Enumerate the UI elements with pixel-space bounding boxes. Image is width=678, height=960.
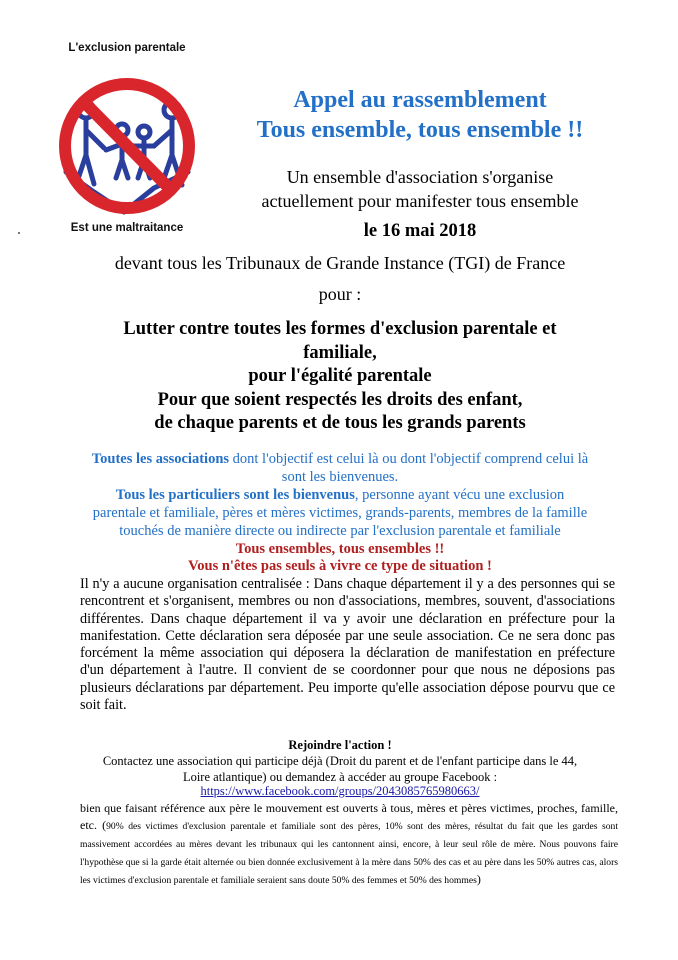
facebook-group-link[interactable]: https://www.facebook.com/groups/2043085765980663/ [200, 784, 480, 798]
goals-list [80, 318, 600, 436]
associations-line-2: sont les bienvenues. [281, 469, 399, 485]
slogan-line-1: Tous ensembles, tous ensembles !! [235, 541, 445, 557]
goal-line: familiale, [303, 342, 377, 363]
particuliers-lead: Tous les particuliers sont les bienvenus [115, 487, 355, 503]
join-text [90, 754, 590, 785]
particuliers-line-1 [50, 486, 630, 504]
join-title: Rejoindre l'action ! [288, 738, 392, 752]
final-paragraph [80, 800, 618, 889]
event-date: le 16 mai 2018 [363, 221, 477, 241]
goal-line: Lutter contre toutes les formes d'exclusion parentale et [123, 319, 557, 339]
pour-label: pour : [318, 284, 362, 304]
final-close: ) [476, 872, 481, 886]
particuliers-line-2: parentale et familiale, pères et mères victimes, grands-parents, membres de la famille [92, 505, 588, 521]
headline-line-2: Tous ensemble, tous ensemble !! [256, 117, 584, 143]
event-location: devant tous les Tribunaux de Grande Instance (TGI) de France [114, 253, 566, 273]
logo [52, 42, 202, 242]
particuliers-rest-1: , personne ayant vécu une exclusion [354, 487, 565, 503]
join-text-line-1: Contactez une association qui participe déjà (Droit du parent et de l'enfant participe dans le 44, [102, 754, 578, 768]
logo-bottom-text: Est une maltraitance [70, 222, 184, 234]
slogan-line-2: Vous n'êtes pas seuls à vivre ce type de situation ! [188, 558, 492, 574]
no-symbol-family-icon [54, 60, 200, 220]
associations-lead: Toutes les associations [91, 451, 230, 467]
goal-line: Pour que soient respectés les droits des enfant, [157, 389, 523, 410]
associations-line-1 [50, 450, 630, 468]
logo-top-text: L'exclusion parentale [68, 42, 186, 54]
final-note: 90% des victimes d'exclusion parentale et familiale sont des pères, 10% sont des mères, résultat du fait que les gardes sont massivement accordées au mères devant les tribunaux qui les cantonnent ainsi, encore, à leur seul rôle de mère. Nous pouvons faire l'hypothèse que si la garde était alternée ou bien donnée exclusivement à la mère dans 50% des cas et au père dans les 50% autres cas, alors les victimes d'exclusion parentale et familiale seraient sans doute 50% des femmes et 50% des hommes [80, 821, 619, 886]
intro-line-2: actuellement pour manifester tous ensemble [261, 191, 579, 211]
intro-line-1: Un ensemble d'association s'organise [286, 167, 554, 187]
stray-dot [18, 232, 20, 234]
particuliers-line-3: touchés de manière directe ou indirecte par l'exclusion parentale et familiale [119, 523, 561, 539]
goal-line: de chaque parents et de tous les grands parents [154, 413, 526, 433]
associations-rest-1: dont l'objectif est celui là ou dont l'objectif comprend celui là [229, 451, 589, 467]
goal-line: pour l'égalité parentale [248, 366, 432, 386]
headline-line-1: Appel au rassemblement [293, 87, 547, 113]
final-main: bien que faisant référence aux père le mouvement est ouverts à tous, mères et pères victimes, proches, famille, etc. ( [80, 801, 618, 832]
join-text-line-2: Loire atlantique) ou demandez à accéder au groupe Facebook : [182, 769, 498, 784]
associations-block [50, 450, 630, 540]
body-paragraph: Il n'y a aucune organisation centralisée : Dans chaque département il y a des personnes qui se rencontrent et s'organisent, membres ou non d'associations, membres, souvent, d'associations différentes. Dans chaque département il va y avoir une déclaration en préfecture pour la manifestation. Cette déclaration sera déposée par une seule association. Ce ne sera donc pas forcément la même association qui déposera la déclaration de manifestation en préfecture d'un département à l'autre. Il convient de se coordonner pour que nous ne déposions pas plusieurs déclarations par département. Peu importe qu'elle association dépose pourvu que ce soit fait. [80, 576, 615, 714]
